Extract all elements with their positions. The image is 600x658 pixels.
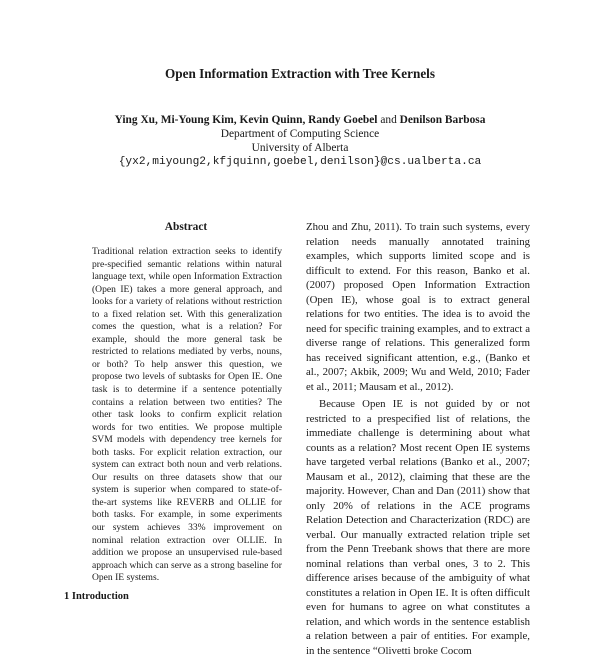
affiliation-block	[0, 127, 600, 169]
author-line	[0, 113, 600, 127]
body-paragraph: Zhou and Zhu, 2011). To train such systems, every relation needs manually annotated training examples, which supports limited scope and is difficult to extend. For this reason, Banko et al. (2007) proposed Open Information Extraction (Open IE), whose goal is to extract general relations for two entities. The idea is to avoid the need for specific training examples, and to extract a diverse range of relations. This generalized form has received significant attention, e.g., (Banko et al., 2007; Akbik, 2009; Wu and Weld, 2010; Fader et al., 2011; Mausam et al., 2012).	[306, 221, 530, 393]
department: Department of Computing Science	[220, 128, 380, 140]
author-emails: {yx2,miyoung2,kfjquinn,goebel,denilson}@cs.ualberta.ca	[118, 156, 482, 168]
author-conjunction: and	[380, 114, 397, 126]
introduction-heading: 1 Introduction	[64, 591, 129, 602]
university: University of Alberta	[251, 142, 349, 154]
author-names: Ying Xu, Mi-Young Kim, Kevin Quinn, Randy Goebel	[114, 114, 378, 126]
abstract-heading: Abstract	[164, 221, 208, 233]
right-column	[306, 220, 530, 658]
paper-title: Open Information Extraction with Tree Kernels	[165, 66, 435, 81]
abstract-text: Traditional relation extraction seeks to identify pre-specified semantic relations within natural language text, while open Information Extraction (Open IE) takes a more general approach, and looks for a variety of relations without restriction to a fixed relation set. With this generalization comes the question, what is a relation? For example, should the more general task be restricted to relations mediated by verbs, nouns, or both? To help answer this question, we propose two levels of subtasks for Open IE. One task is to determine if a sentence potentially contains a relation between two entities? The other task looks to confirm explicit relation words for two entities. We propose multiple SVM models with dependency tree kernels for both tasks. For explicit relation extraction, our system can extract both noun and verb relations. Our results on three datasets show that our system is superior when compared to state-of-the-art systems like REVERB and OLLIE for both tasks. For example, in some experiments our system achieves 33% improvement on nominal relation extraction over OLLIE. In addition we propose an unsupervised rule-based approach which can serve as a strong baseline for Open IE systems.	[92, 246, 282, 584]
author-last-name: Denilson Barbosa	[399, 114, 486, 126]
body-paragraph: Because Open IE is not guided by or not restricted to a prespecified list of relations, the immediate challenge is determining about what counts as a relation? Most recent Open IE systems have targeted verbal relations (Banko et al., 2007; Mausam et al., 2012), claiming that these are the majority. However, Chan and Dan (2011) show that only 20% of relations in the ACE programs Relation Detection and Characterization (RDC) are verbal. Our manually extracted relation triple set from the Penn Treebank shows that there are more nominal relations than verbal ones, 3 to 2. This difference arises because of the ambiguity of what constitutes a relation in Open IE. It is often difficult even for humans to agree on what constitutes a relation, and which words in the sentence establish a relation between a pair of entities. For example, in the sentence “Olivetti broke Cocom	[306, 398, 530, 657]
